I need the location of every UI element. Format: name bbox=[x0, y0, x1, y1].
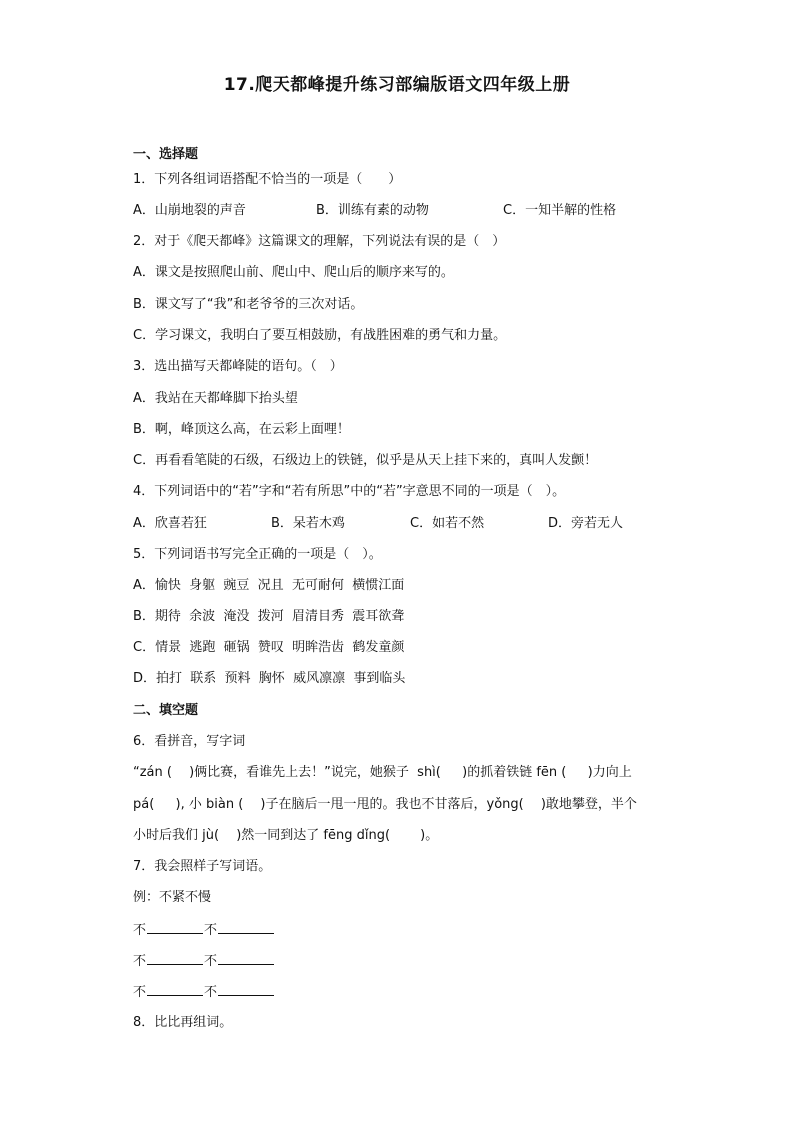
option-b: B．期待 余波 淹没 拨河 眉清目秀 震耳欲聋 bbox=[133, 609, 405, 624]
option-a: A．愉快 身躯 豌豆 况且 无可耐何 横惯江面 bbox=[133, 578, 405, 593]
question-3-stem: 3．选出描写天都峰陡的语句。（ ） bbox=[133, 359, 343, 374]
option-d: D．拍打 联系 预料 胸怀 威风凛凛 事到临头 bbox=[133, 671, 406, 686]
question-1-stem: 1．下列各组词语搭配不恰当的一项是（ ） bbox=[133, 172, 402, 187]
option-c: C．学习课文，我明白了要互相鼓励，有战胜困难的勇气和力量。 bbox=[133, 328, 507, 343]
pattern-char: 不 bbox=[204, 985, 218, 1000]
pattern-char: 不 bbox=[204, 954, 218, 969]
pattern-char: 不 bbox=[204, 923, 218, 938]
pattern-char: 不 bbox=[133, 985, 147, 1000]
pattern-char: 不 bbox=[133, 923, 147, 938]
question-5-stem: 5．下列词语书写完全正确的一项是（ ）。 bbox=[133, 547, 382, 562]
answer-blank[interactable] bbox=[147, 983, 203, 996]
answer-blank[interactable] bbox=[218, 921, 274, 934]
page-title: 17.爬天都峰提升练习部编版语文四年级上册 bbox=[223, 75, 571, 95]
option-a: A．欣喜若狂 bbox=[133, 516, 207, 531]
option-a: A．我站在天都峰脚下抬头望 bbox=[133, 391, 298, 406]
question-6-stem: 6．看拼音，写字词 bbox=[133, 734, 246, 749]
question-1-options bbox=[133, 202, 653, 220]
option-b: B．啊，峰顶这么高，在云彩上面哩！ bbox=[133, 422, 350, 437]
option-c: C．情景 逃跑 砸锅 赞叹 明眸浩齿 鹤发童颜 bbox=[133, 640, 405, 655]
word-pattern-row bbox=[133, 952, 275, 971]
answer-blank[interactable] bbox=[147, 921, 203, 934]
question-7-stem: 7．我会照样子写词语。 bbox=[133, 859, 272, 874]
option-c: C．再看看笔陡的石级，石级边上的铁链，似乎是从天上挂下来的，真叫人发颤！ bbox=[133, 453, 598, 468]
option-d: D．旁若无人 bbox=[548, 516, 624, 531]
question-6-line-2: pá( ), 小 biàn ( )子在脑后一甩一甩的。我也不甘落后，yǒng( )敢地攀登，半个 bbox=[133, 797, 637, 812]
question-2-stem: 2．对于《爬天都峰》这篇课文的理解，下列说法有误的是（ ） bbox=[133, 234, 506, 249]
question-8-stem: 8．比比再组词。 bbox=[133, 1015, 233, 1030]
question-6-line-3: 小时后我们 jù( )然一同到达了 fēng dǐng( )。 bbox=[133, 828, 439, 843]
word-pattern-row bbox=[133, 921, 275, 940]
option-b: B．呆若木鸡 bbox=[271, 516, 345, 531]
answer-blank[interactable] bbox=[218, 983, 274, 996]
option-b: B．训练有素的动物 bbox=[316, 203, 429, 218]
option-c: C．如若不然 bbox=[410, 516, 485, 531]
word-pattern-row bbox=[133, 983, 275, 1002]
pattern-char: 不 bbox=[133, 954, 147, 969]
question-4-stem: 4．下列词语中的“若”字和“若有所思”中的“若”字意思不同的一项是（ ）。 bbox=[133, 484, 566, 499]
option-a: A．山崩地裂的声音 bbox=[133, 203, 246, 218]
question-4-options bbox=[133, 515, 653, 533]
question-6-line-1: “zán ( )俩比赛，看谁先上去！”说完，她猴子 shì( )的抓着铁链 fēn ( )力向上 bbox=[133, 765, 632, 780]
answer-blank[interactable] bbox=[147, 952, 203, 965]
section-heading-choice: 一、选择题 bbox=[133, 147, 199, 162]
section-heading-fill: 二、填空题 bbox=[133, 703, 199, 718]
answer-blank[interactable] bbox=[218, 952, 274, 965]
option-b: B．课文写了“我”和老爷爷的三次对话。 bbox=[133, 297, 364, 312]
option-c: C．一知半解的性格 bbox=[503, 203, 617, 218]
question-7-example: 例：不紧不慢 bbox=[133, 890, 212, 905]
option-a: A．课文是按照爬山前、爬山中、爬山后的顺序来写的。 bbox=[133, 265, 454, 280]
